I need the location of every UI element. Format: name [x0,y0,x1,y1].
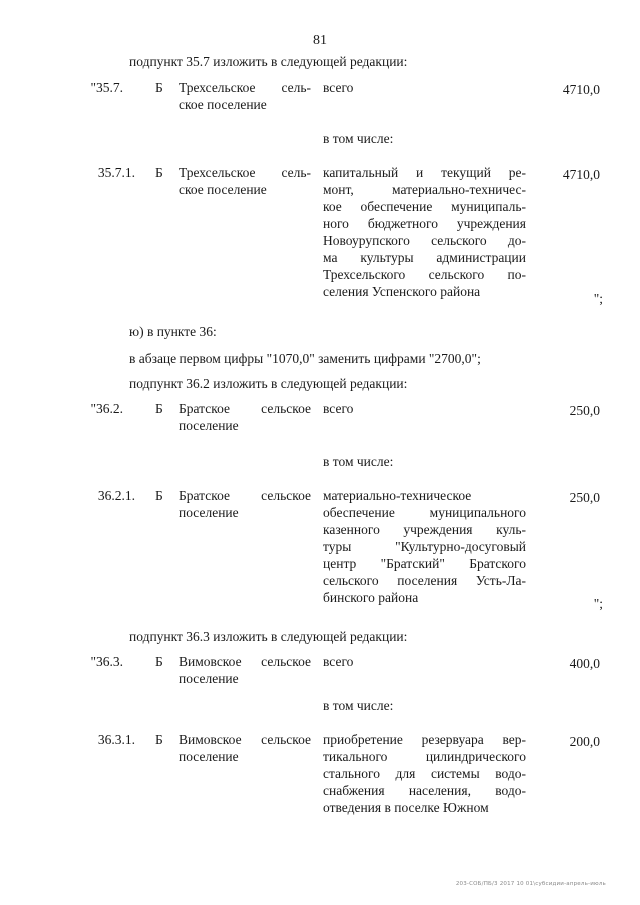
desc-line: селения Успенского района [323,284,481,299]
row-description [323,731,526,816]
row-amount: 4710,0 [562,167,600,182]
row-category: Б [155,654,163,669]
row-name-line-2: ское поселение [179,182,267,197]
row-name-line-1: Вимовское сельское [179,732,311,747]
row-amount: 250,0 [569,403,600,418]
including-label-35-7: в том числе: [323,131,394,146]
row-name [179,731,311,765]
row-closing-quote: "; [593,291,603,306]
row-code: 36.3.1. [97,732,135,747]
row-code: "35.7. [90,80,123,95]
row-description: всего [323,80,354,95]
desc-line: отведения в поселке Южном [323,800,489,815]
row-description: всего [323,401,354,416]
row-name [179,487,311,521]
row-name-line-2: поселение [179,505,239,520]
page-number: 81 [313,33,327,48]
row-category: Б [155,80,163,95]
row-amount: 4710,0 [562,82,600,97]
row-name-line-2: поселение [179,749,239,764]
row-description [323,487,526,606]
desc-line: казенного учреждения куль- [323,522,526,537]
subpoint-36-2-intro: подпункт 36.2 изложить в следующей редакции: [129,376,408,391]
desc-line: обеспечение муниципального [323,505,526,520]
desc-line: ного бюджетного учреждения [323,216,526,231]
row-name [179,653,311,687]
row-name [179,79,311,113]
row-description: всего [323,654,354,669]
desc-line: ма культуры администрации [323,250,526,265]
row-closing-quote: "; [593,596,603,611]
desc-line: тикального цилиндрического [323,749,526,764]
row-name [179,400,311,434]
row-amount: 200,0 [569,734,600,749]
desc-line: снабжения населения, водо- [323,783,526,798]
paragraph-abzac: в абзаце первом цифры "1070,0" заменить цифрами "2700,0"; [129,351,481,366]
desc-line: капитальный и текущий ре- [323,165,526,180]
desc-line: кое обеспечение муниципаль- [323,199,526,214]
row-category: Б [155,732,163,747]
row-name-line-1: Трехсельское сель- [179,165,311,180]
row-name-line-1: Вимовское сельское [179,654,311,669]
footer-file-path: 203-СОБ/ПБ/3 2017 10 01\субсидии-апрель-июль [455,881,606,887]
row-name-line-2: поселение [179,418,239,433]
subpoint-36-3-intro: подпункт 36.3 изложить в следующей редакции: [129,629,408,644]
row-code: 35.7.1. [97,165,135,180]
row-amount: 250,0 [569,490,600,505]
desc-line: сельского поселения Усть-Ла- [323,573,526,588]
row-name [179,164,311,198]
row-amount: 400,0 [569,656,600,671]
row-description [323,164,526,300]
row-name-line-1: Трехсельское сель- [179,80,311,95]
row-category: Б [155,401,163,416]
row-code: 36.2.1. [97,488,135,503]
desc-line: стального для системы водо- [323,766,526,781]
row-category: Б [155,165,163,180]
row-name-line-1: Братское сельское [179,488,311,503]
including-label-36-3: в том числе: [323,698,394,713]
row-category: Б [155,488,163,503]
desc-line: Новоурупского сельского до- [323,233,526,248]
desc-line: бинского района [323,590,419,605]
desc-line: центр "Братский" Братского [323,556,526,571]
desc-line: приобретение резервуара вер- [323,732,526,747]
row-name-line-2: ское поселение [179,97,267,112]
row-name-line-1: Братское сельское [179,401,311,416]
paragraph-yu: ю) в пункте 36: [129,324,217,339]
row-name-line-2: поселение [179,671,239,686]
subpoint-35-7-intro: подпункт 35.7 изложить в следующей редакции: [129,54,408,69]
desc-line: Трехсельского сельского по- [323,267,526,282]
desc-line: туры "Культурно-досуговый [323,539,526,554]
row-code: "36.3. [90,654,123,669]
including-label-36-2: в том числе: [323,454,394,469]
row-code: "36.2. [90,401,123,416]
desc-line: монт, материально-техничес- [323,182,526,197]
desc-line: материально-техническое [323,488,472,503]
